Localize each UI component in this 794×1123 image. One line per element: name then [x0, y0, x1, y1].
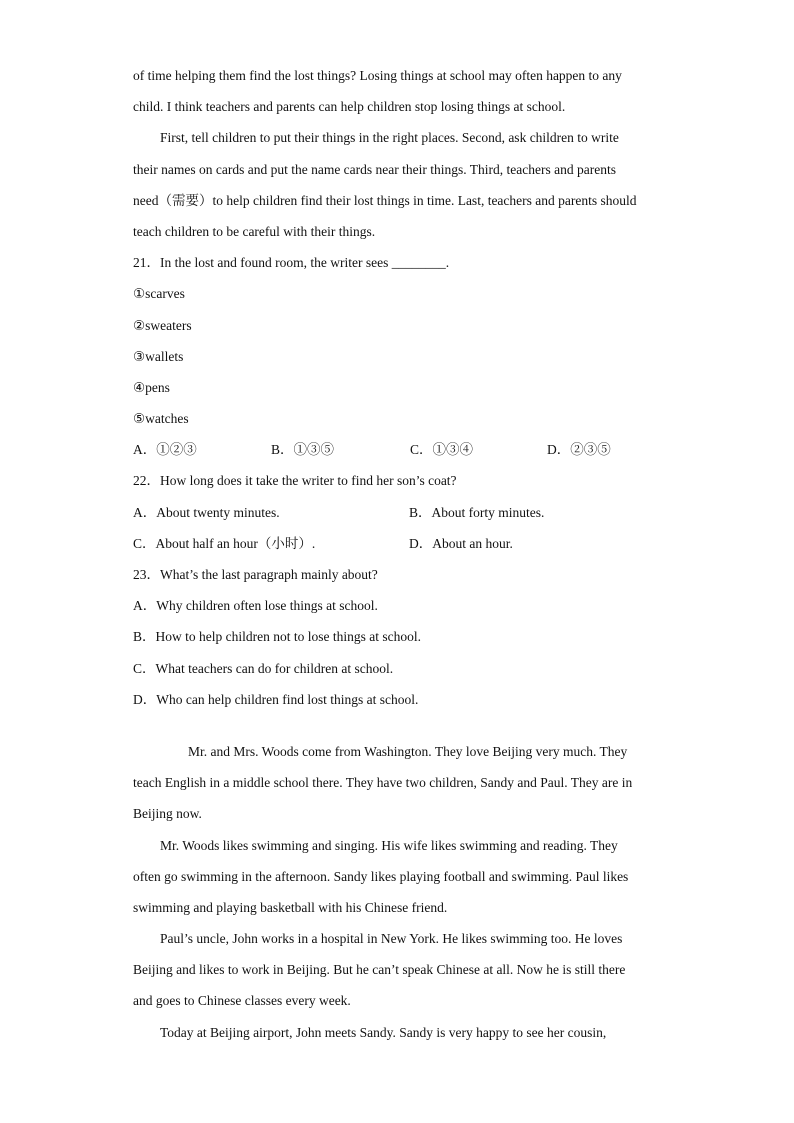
q21-item: ①scarves: [133, 286, 185, 302]
q22-option-b[interactable]: B．About forty minutes.: [409, 504, 545, 520]
q23-option-b[interactable]: B．How to help children not to lose things at school.: [133, 629, 421, 645]
passage-line: Today at Beijing airport, John meets Sandy. Sandy is very happy to see her cousin,: [160, 1024, 607, 1040]
q21-option-c[interactable]: C．①③④: [410, 442, 474, 458]
passage-line: Mr. and Mrs. Woods come from Washington. They love Beijing very much. They: [188, 743, 628, 759]
passage-line: teach children to be careful with their things.: [133, 223, 376, 239]
passage-line: Beijing now.: [133, 806, 202, 822]
passage-line: their names on cards and put the name cards near their things. Third, teachers and parents: [133, 161, 616, 177]
q23-option-a[interactable]: A．Why children often lose things at school.: [133, 598, 378, 614]
q21-item: ③wallets: [133, 348, 184, 364]
passage-line: First, tell children to put their things in the right places. Second, ask children to write: [160, 130, 619, 146]
q22-options-row2: [133, 528, 663, 559]
passage-line: of time helping them find the lost things? Losing things at school may often happen to any: [133, 68, 622, 83]
q22-options-row1: [133, 497, 663, 528]
q23-option-c[interactable]: C．What teachers can do for children at school.: [133, 660, 394, 676]
passage-line: Paul’s uncle, John works in a hospital in New York. He likes swimming too. He loves: [160, 931, 623, 947]
passage-line: often go swimming in the afternoon. Sandy likes playing football and swimming. Paul likes: [133, 868, 629, 884]
question-23-stem: 23．What’s the last paragraph mainly about?: [133, 567, 378, 582]
q22-option-c[interactable]: C．About half an hour（小时）.: [133, 535, 316, 551]
q21-item: ②sweaters: [133, 317, 192, 333]
section-gap: [133, 715, 663, 736]
question-22-stem: 22．How long does it take the writer to find her son’s coat?: [133, 473, 457, 489]
q21-option-b[interactable]: B．①③⑤: [271, 442, 335, 458]
q21-options: [133, 434, 663, 465]
q22-option-a[interactable]: A．About twenty minutes.: [133, 504, 280, 520]
passage-line: Beijing and likes to work in Beijing. But he can’t speak Chinese at all. Now he is still there: [133, 962, 626, 978]
passage-line: need（需要）to help children find their lost things in time. Last, teachers and parents should: [133, 192, 637, 208]
passage-line: teach English in a middle school there. They have two children, Sandy and Paul. They are in: [133, 775, 633, 791]
passage-line: Mr. Woods likes swimming and singing. His wife likes swimming and reading. They: [160, 837, 618, 853]
q21-option-d[interactable]: D．②③⑤: [547, 442, 611, 458]
q23-option-d[interactable]: D．Who can help children find lost things at school.: [133, 691, 419, 707]
passage-line: and goes to Chinese classes every week.: [133, 993, 351, 1009]
passage-line: child. I think teachers and parents can help children stop losing things at school.: [133, 99, 566, 115]
passage-line: swimming and playing basketball with his Chinese friend.: [133, 899, 448, 915]
question-21-stem: 21．In the lost and found room, the writer sees ________.: [133, 255, 450, 271]
document-page: [133, 60, 663, 1048]
q21-item: ④pens: [133, 379, 170, 395]
q21-option-a[interactable]: A．①②③: [133, 442, 197, 458]
q21-item: ⑤watches: [133, 411, 189, 427]
q22-option-d[interactable]: D．About an hour.: [409, 535, 513, 551]
